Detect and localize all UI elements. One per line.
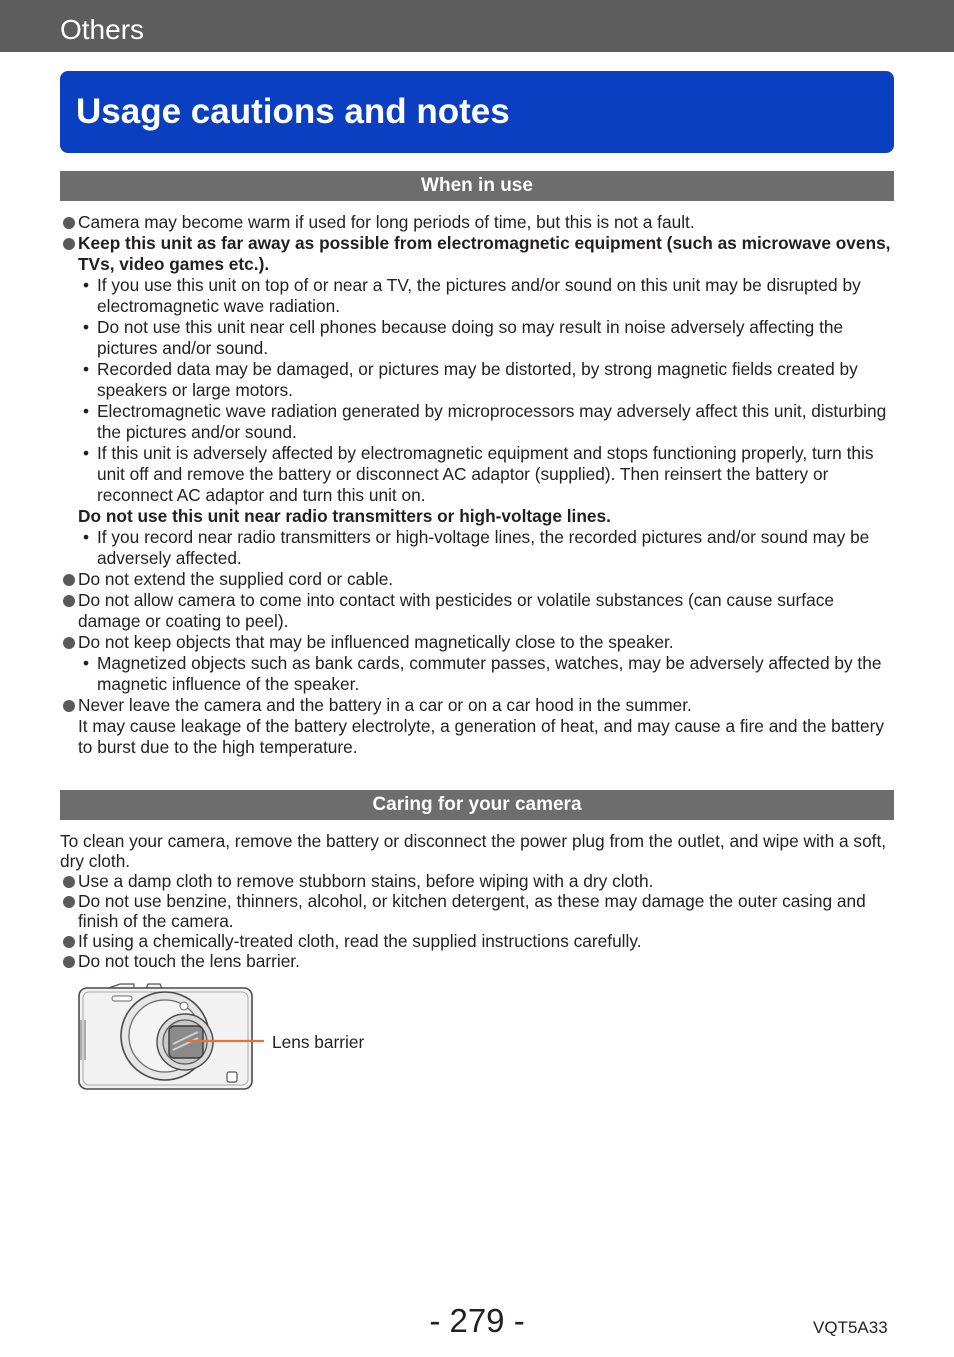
sub-list-item: • If this unit is adversely affected by electromagnetic equipment and stops functioning properly, turn this unit off and remove the battery or disconnect AC adaptor (supplied). Then reinsert the battery or reconnect AC adaptor and turn this unit on. [83,443,874,505]
list-item: Do not touch the lens barrier. [60,951,896,971]
warning-line: Do not use this unit near radio transmitters or high-voltage lines. [78,506,611,526]
caring-list [60,831,896,971]
bullet-dot-icon [63,217,75,229]
section-header-bar [0,0,954,52]
list-item: Do not extend the supplied cord or cable. [60,569,896,590]
sub-bullet-icon: • [83,443,90,463]
sub-bullet-icon: • [83,275,90,295]
caring-heading: Caring for your camera [60,790,894,820]
bullet-dot-icon [63,700,75,712]
sub-bullet-icon: • [83,653,90,673]
list-item: Keep this unit as far away as possible from electromagnetic equipment (such as microwave ovens, TVs, video games etc.). [60,233,896,275]
list-item: Do not keep objects that may be influenced magnetically close to the speaker. [60,632,896,653]
bullet-dot-icon [63,595,75,607]
list-item: Do not use benzine, thinners, alcohol, or kitchen detergent, as these may damage the outer casing and finish of the camera. [60,891,896,931]
page-title-banner [60,71,894,153]
bullet-dot-icon [63,876,75,888]
when-in-use-heading: When in use [60,171,894,201]
list-item: Use a damp cloth to remove stubborn stains, before wiping with a dry cloth. [60,871,896,891]
sub-list-item: • Magnetized objects such as bank cards, commuter passes, watches, may be adversely affected by the magnetic influence of the speaker. [83,653,882,694]
sub-list-item: • If you use this unit on top of or near a TV, the pictures and/or sound on this unit may be disrupted by electromagnetic wave radiation. [83,275,861,316]
bullet-dot-icon [63,956,75,968]
sub-list-item: • Recorded data may be damaged, or pictures may be distorted, by strong magnetic fields created by speakers or large motors. [83,359,858,400]
sub-list-item: • Electromagnetic wave radiation generated by microprocessors may adversely affect this unit, disturbing the pictures and/or sound. [83,401,887,442]
when-in-use-list [60,212,896,758]
section-title: Others [60,14,145,45]
document-code: VQT5A33 [813,1318,888,1337]
bullet-dot-icon [63,936,75,948]
bullet-dot-icon [63,238,75,250]
sub-bullet-icon: • [83,401,90,421]
list-item: If using a chemically-treated cloth, read the supplied instructions carefully. [60,931,896,951]
page-title: Usage cautions and notes [76,92,510,131]
sub-bullet-icon: • [83,527,90,547]
bullet-dot-icon [63,574,75,586]
bullet-dot-icon [63,896,75,908]
sub-bullet-icon: • [83,317,90,337]
list-item: Camera may become warm if used for long periods of time, but this is not a fault. [60,212,896,233]
page-number: - 279 - [429,1302,525,1339]
bullet-dot-icon [63,637,75,649]
list-item: Never leave the camera and the battery in a car or on a car hood in the summer. [60,695,896,716]
caring-intro: To clean your camera, remove the battery or disconnect the power plug from the outlet, and wipe with a soft, dry cloth. [60,831,887,871]
list-item-continuation: It may cause leakage of the battery electrolyte, a generation of heat, and may cause a fire and the battery to burst due to the high temperature. [78,716,884,757]
sub-bullet-icon: • [83,359,90,379]
sub-list-item: • If you record near radio transmitters or high-voltage lines, the recorded pictures and/or sound may be adversely affected. [83,527,870,568]
lens-barrier-label: Lens barrier [272,1032,365,1052]
list-item: Do not allow camera to come into contact with pesticides or volatile substances (can cause surface damage or coating to peel). [60,590,896,632]
sub-list-item: • Do not use this unit near cell phones because doing so may result in noise adversely affecting the pictures and/or sound. [83,317,844,358]
camera-illustration [76,980,276,1095]
